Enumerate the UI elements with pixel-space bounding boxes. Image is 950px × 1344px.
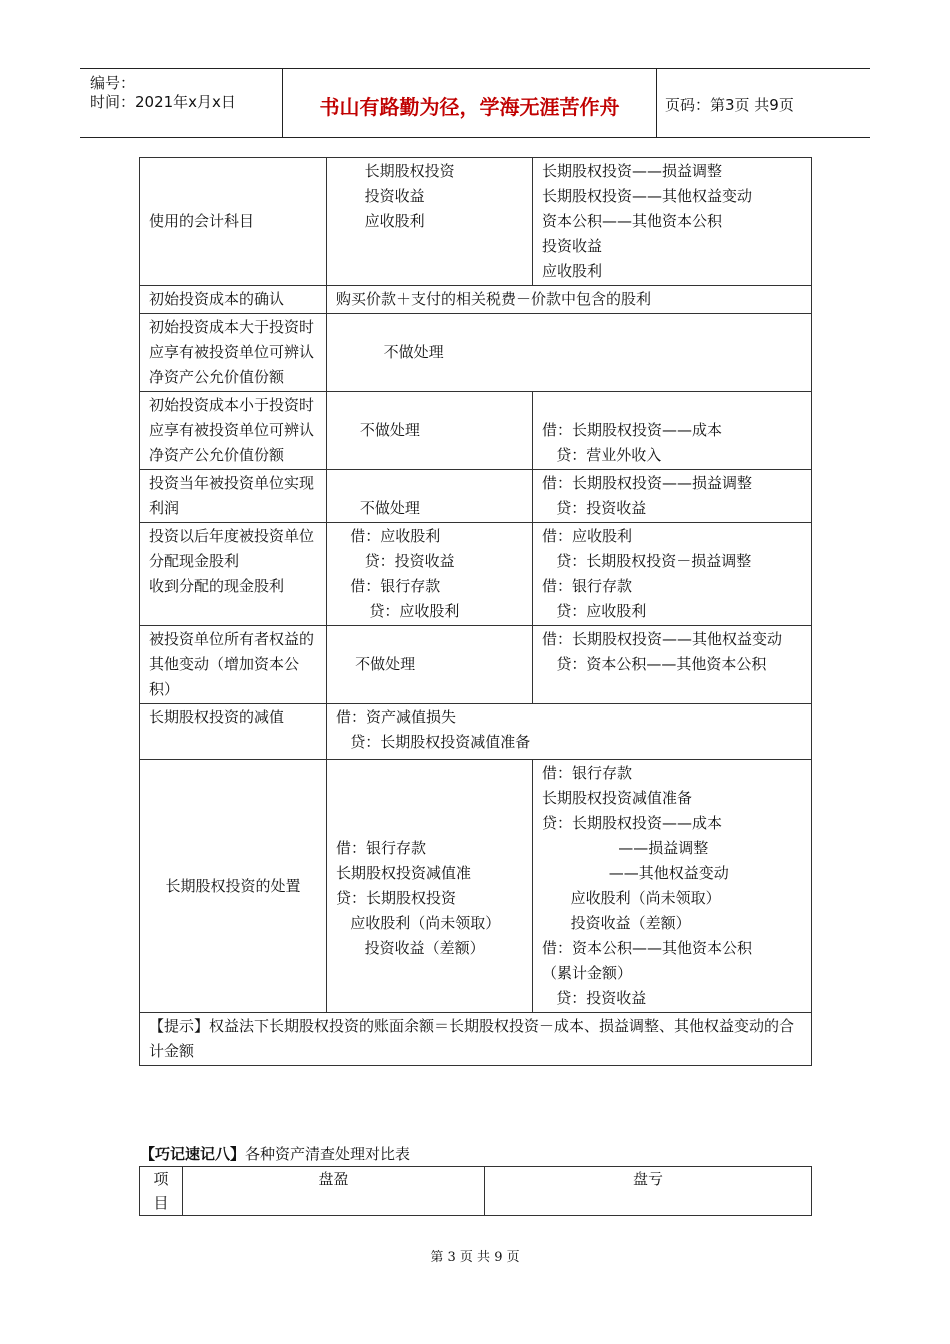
asset-count-table [139, 1166, 812, 1216]
row-label: 使用的会计科目 [140, 158, 327, 286]
table-header-row [140, 1167, 812, 1216]
row-label: 被投资单位所有者权益的其他变动（增加资本公积） [140, 626, 327, 704]
row-label: 长期股权投资的减值 [140, 704, 327, 760]
cost-method-cell: 不做处理 [327, 626, 533, 704]
col-item-header: 项 目 [140, 1167, 183, 1216]
table-row [140, 523, 812, 626]
row-label: 初始投资成本小于投资时应享有被投资单位可辨认净资产公允价值份额 [140, 392, 327, 470]
cost-method-cell: 长期股权投资 投资收益 应收股利 [327, 158, 533, 286]
cost-method-cell: 不做处理 [327, 392, 533, 470]
page-header [80, 68, 870, 138]
cost-method-cell: 借：应收股利 贷：投资收益 借：银行存款 贷：应收股利 [327, 523, 533, 626]
table-row [140, 704, 812, 760]
merged-cell: 不做处理 [327, 314, 812, 392]
time-label: 时间：2021年x月x日 [90, 93, 236, 111]
section-title-text: 各种资产清查处理对比表 [245, 1145, 411, 1163]
cost-method-cell: 借：银行存款 长期股权投资减值准 贷：长期股权投资 应收股利（尚未领取） 投资收益（差额） [327, 760, 533, 1013]
equity-method-table [139, 157, 812, 1066]
col-surplus-header: 盘盈 [183, 1167, 485, 1216]
table-row [140, 286, 812, 314]
table-row [140, 470, 812, 523]
tip-cell: 【提示】权益法下长期股权投资的账面余额＝长期股权投资－成本、损益调整、其他权益变动的合计金额 [140, 1013, 812, 1066]
merged-cell: 购买价款＋支付的相关税费－价款中包含的股利 [327, 286, 812, 314]
table-row [140, 314, 812, 392]
page-footer: 第 3 页 共 9 页 [430, 1250, 520, 1265]
number-label: 编号： [90, 74, 136, 92]
equity-method-cell: 长期股权投资——损益调整 长期股权投资——其他权益变动 资本公积——其他资本公积 投资收益 应收股利 [533, 158, 812, 286]
header-meta-cell [80, 69, 283, 137]
table-row [140, 760, 812, 1013]
table-row [140, 626, 812, 704]
header-page-cell [657, 69, 870, 137]
section-title [140, 1143, 410, 1164]
table-row [140, 1013, 812, 1066]
merged-cell: 借：资产减值损失 贷：长期股权投资减值准备 [327, 704, 812, 760]
equity-method-cell: 借：银行存款 长期股权投资减值准备 贷：长期股权投资——成本 ——损益调整 ——其他权益变动 应收股利（尚未领取） 投资收益（差额） 借：资本公积——其他资本公积 （累计金额） 贷：投资收益 [533, 760, 812, 1013]
row-label: 初始投资成本的确认 [140, 286, 327, 314]
col-loss-header: 盘亏 [485, 1167, 812, 1216]
row-label: 投资以后年度被投资单位分配现金股利 收到分配的现金股利 [140, 523, 327, 626]
equity-method-cell: 借：长期股权投资——损益调整 贷：投资收益 [533, 470, 812, 523]
page-info: 页码：第3页 共9页 [665, 96, 794, 114]
table-row [140, 392, 812, 470]
row-label: 投资当年被投资单位实现利润 [140, 470, 327, 523]
equity-method-cell: 借：长期股权投资——成本 贷：营业外收入 [533, 392, 812, 470]
equity-method-cell: 借：长期股权投资——其他权益变动 贷：资本公积——其他资本公积 [533, 626, 812, 704]
motto: 书山有路勤为径，学海无涯苦作舟 [319, 95, 620, 119]
row-label: 长期股权投资的处置 [140, 760, 327, 1013]
header-motto-cell [283, 69, 657, 137]
row-label: 初始投资成本大于投资时应享有被投资单位可辨认净资产公允价值份额 [140, 314, 327, 392]
section-bracket: 【巧记速记八】 [140, 1145, 246, 1163]
cost-method-cell: 不做处理 [327, 470, 533, 523]
table-row [140, 158, 812, 286]
equity-method-cell: 借：应收股利 贷：长期股权投资－损益调整 借：银行存款 贷：应收股利 [533, 523, 812, 626]
